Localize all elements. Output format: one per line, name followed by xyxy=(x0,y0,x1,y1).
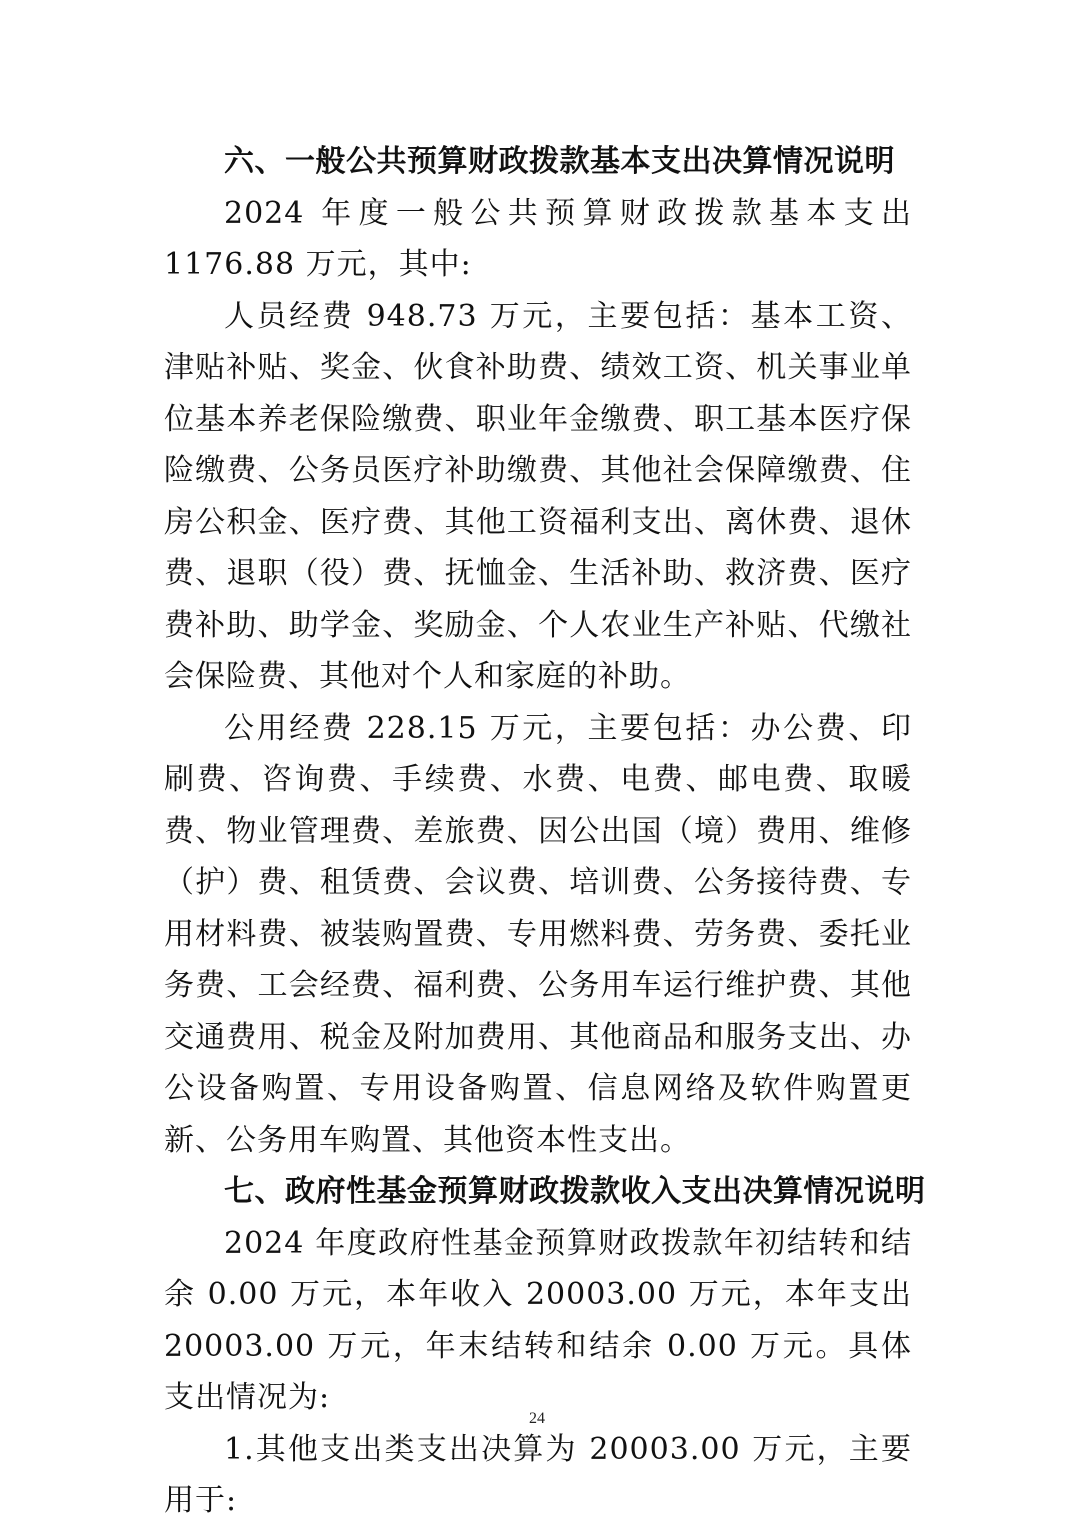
section-6-intro: 2024 年度一般公共预算财政拨款基本支出 1176.88 万元，其中: xyxy=(164,195,912,282)
public-expense-paragraph: 公用经费 228.15 万元，主要包括：办公费、印刷费、咨询费、手续费、水费、电费、邮电费、取暖费、物业管理费、差旅费、因公出国（境）费用、维修（护）费、租赁费、会议费、培训费、公务接待费、专用材料费、被装购置费、专用燃料费、劳务费、委托业务费、工会经费、福利费、公务用车运行维护费、其他交通费用、税金及附加费用、其他商品和服务支出、办公设备购置、专用设备购置、信息网络及软件购置更新、公务用车购置、其他资本性支出。 xyxy=(164,710,912,1158)
section-7-intro: 2024 年度政府性基金预算财政拨款年初结转和结余 0.00 万元，本年收入 20003.00 万元，本年支出 20003.00 万元，年末结转和结余 0.00 万元。具体支出情况为: xyxy=(164,1225,912,1415)
section-7-item-1: 1.其他支出类支出决算为 20003.00 万元，主要用于: xyxy=(164,1431,912,1518)
document-body xyxy=(164,136,926,1527)
page-number: 24 xyxy=(529,1410,545,1427)
section-6-heading: 六、一般公共预算财政拨款基本支出决算情况说明 xyxy=(224,144,895,179)
section-7-heading: 七、政府性基金预算财政拨款收入支出决算情况说明 xyxy=(224,1174,926,1209)
personnel-expense-paragraph: 人员经费 948.73 万元，主要包括：基本工资、津贴补贴、奖金、伙食补助费、绩效工资、机关事业单位基本养老保险缴费、职业年金缴费、职工基本医疗保险缴费、公务员医疗补助缴费、其他社会保障缴费、住房公积金、医疗费、其他工资福利支出、离休费、退休费、退职（役）费、抚恤金、生活补助、救济费、医疗费补助、助学金、奖励金、个人农业生产补贴、代缴社会保险费、其他对个人和家庭的补助。 xyxy=(164,298,912,694)
